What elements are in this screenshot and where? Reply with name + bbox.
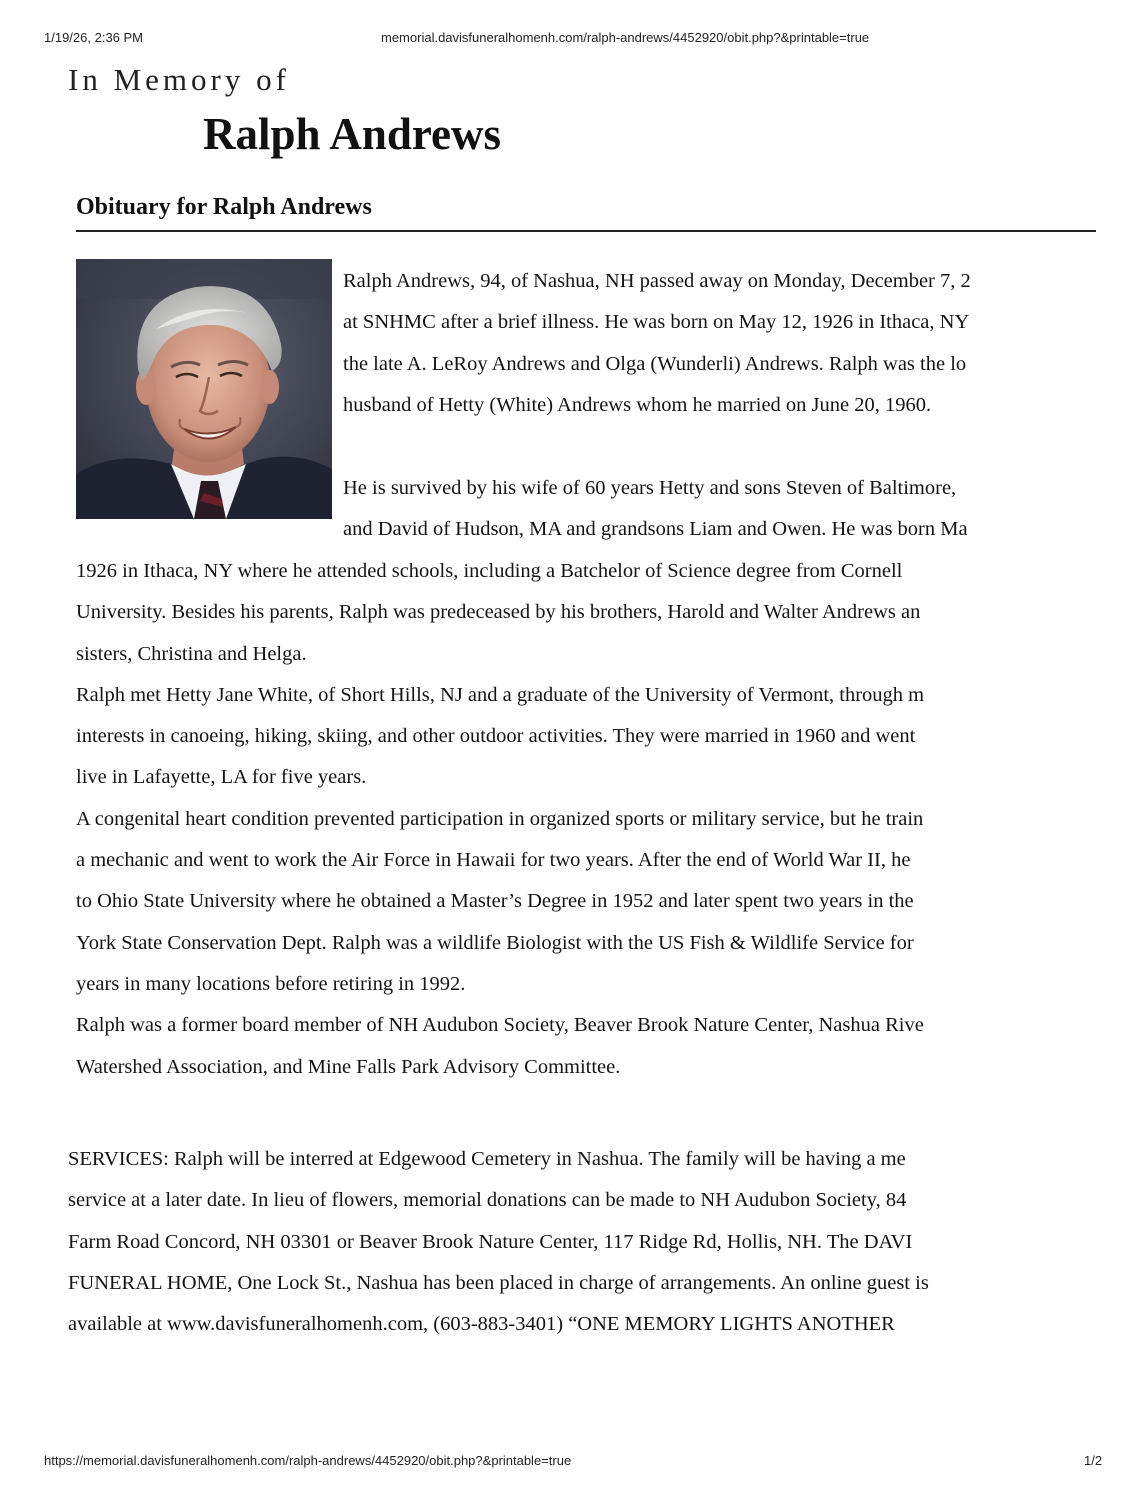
text-line: at SNHMC after a brief illness. He was born on May 12, 1926 in Ithaca, NY	[343, 311, 970, 334]
print-date: 1/19/26, 2:36 PM	[44, 30, 144, 45]
text-line: Farm Road Concord, NH 03301 or Beaver Brook Nature Center, 117 Ridge Rd, Hollis, NH. The DAVI	[68, 1230, 913, 1253]
obituary-paragraph-intro	[343, 261, 971, 426]
page-number: 1/2	[1084, 1453, 1103, 1468]
text-line: Watershed Association, and Mine Falls Park Advisory Committee.	[76, 1055, 621, 1078]
text-line: husband of Hetty (White) Andrews whom he married on June 20, 1960.	[343, 393, 932, 416]
text-line: University. Besides his parents, Ralph was predeceased by his brothers, Harold and Walter Andrews an	[76, 601, 921, 624]
text-line: SERVICES: Ralph will be interred at Edgewood Cemetery in Nashua. The family will be having a me	[68, 1148, 906, 1170]
text-line: the late A. LeRoy Andrews and Olga (Wunderli) Andrews. Ralph was the lo	[343, 352, 967, 375]
footer-url: https://memorial.davisfuneralhomenh.com/ralph-andrews/4452920/obit.php?&printable=true	[44, 1453, 572, 1468]
text-line: a mechanic and went to work the Air Force in Hawaii for two years. After the end of World War II, he	[76, 849, 911, 872]
text-line: York State Conservation Dept. Ralph was a wildlife Biologist with the US Fish & Wildlife Service for	[76, 931, 914, 954]
print-url: memorial.davisfuneralhomenh.com/ralph-andrews/4452920/obit.php?&printable=true	[381, 30, 870, 45]
text-line: available at www.davisfuneralhomenh.com, (603-883-3401) “ONE MEMORY LIGHTS ANOTHER	[68, 1313, 895, 1336]
text-line: sisters, Christina and Helga.	[76, 642, 307, 665]
obituary-heading: Obituary for Ralph Andrews	[76, 194, 1096, 232]
obituary-services	[68, 1139, 929, 1345]
text-line: service at a later date. In lieu of flowers, memorial donations can be made to NH Audubon Society, 84	[68, 1189, 907, 1212]
text-line: Ralph was a former board member of NH Audubon Society, Beaver Brook Nature Center, Nashua Rive	[76, 1014, 924, 1037]
portrait-photo-icon	[76, 259, 332, 519]
text-line: years in many locations before retiring in 1992.	[76, 972, 466, 995]
portrait-photo	[76, 259, 332, 519]
in-memory-of-heading: In Memory of	[68, 62, 290, 97]
text-line: live in Lafayette, LA for five years.	[76, 766, 367, 789]
text-line: to Ohio State University where he obtained a Master’s Degree in 1952 and later spent two years in the	[76, 890, 914, 913]
text-line: Ralph Andrews, 94, of Nashua, NH passed away on Monday, December 7, 2	[343, 270, 971, 292]
text-line: 1926 in Ithaca, NY where he attended schools, including a Batchelor of Science degree from Cornell	[76, 560, 903, 582]
text-line: He is survived by his wife of 60 years Hetty and sons Steven of Baltimore,	[343, 477, 957, 499]
text-line: interests in canoeing, hiking, skiing, and other outdoor activities. They were married in 1960 and went	[76, 725, 916, 748]
obituary-paragraph-survivors	[343, 468, 968, 551]
text-line: and David of Hudson, MA and grandsons Liam and Owen. He was born Ma	[343, 518, 968, 541]
obituary-paragraph-life	[76, 551, 924, 1088]
deceased-name: Ralph Andrews	[203, 109, 502, 159]
text-line: A congenital heart condition prevented participation in organized sports or military service, but he train	[76, 807, 924, 830]
text-line: Ralph met Hetty Jane White, of Short Hills, NJ and a graduate of the University of Vermont, through m	[76, 683, 925, 706]
text-line: FUNERAL HOME, One Lock St., Nashua has been placed in charge of arrangements. An online guest is	[68, 1271, 929, 1294]
